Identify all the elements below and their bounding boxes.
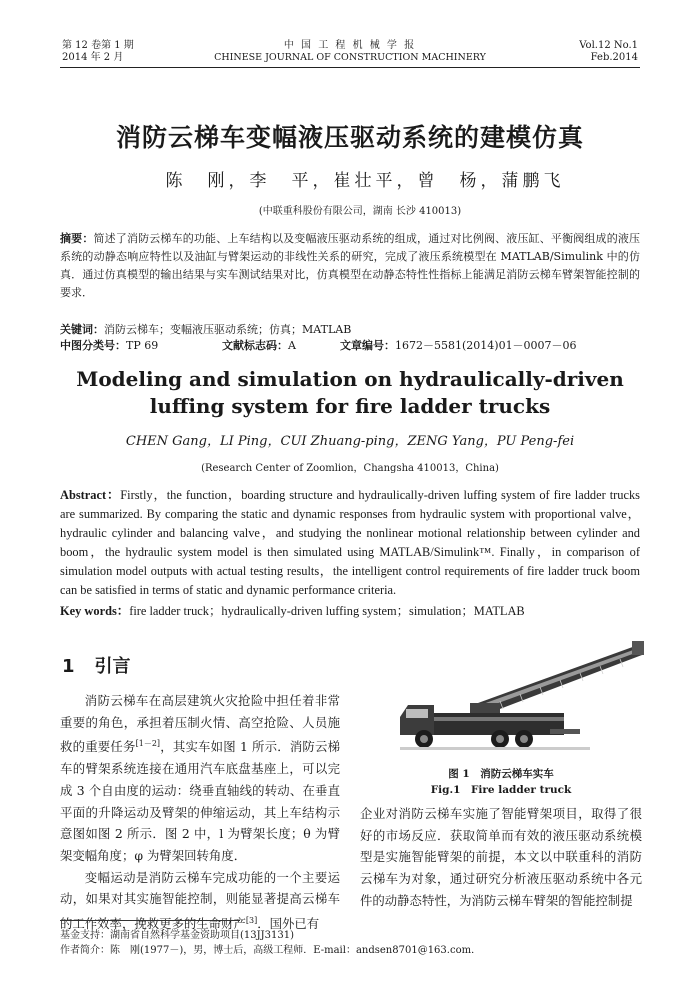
keywords-cn — [60, 322, 640, 338]
keywords-cn-text: 消防云梯车；变幅液压驱动系统；仿真；MATLAB — [104, 323, 352, 336]
paper-title-cn: 消防云梯车变幅液压驱动系统的建模仿真 — [115, 123, 584, 152]
funding-note: 基金支持：湖南省自然科学基金资助项目(13JJ3131) — [60, 930, 294, 941]
keywords-en-label: Key words： — [60, 604, 130, 618]
figure-fire-ladder-truck — [400, 633, 645, 753]
abstract-cn — [60, 230, 640, 302]
doc-code-value: A — [288, 339, 296, 352]
section-number: 1 — [62, 656, 75, 677]
fire-ladder-truck-illustration — [400, 633, 645, 753]
author-bio-note: 作者简介：陈 刚(1977－)，男，博士后，高级工程师．E-mail：andsen8701@163.com． — [60, 945, 482, 956]
issue-date-en: Feb.2014 — [590, 52, 638, 63]
journal-name-en: CHINESE JOURNAL OF CONSTRUCTION MACHINERY — [214, 52, 486, 63]
footnote — [60, 928, 640, 958]
body-paragraph — [60, 690, 340, 867]
article-number — [340, 338, 577, 354]
journal-name-cn: 中 国 工 程 机 械 学 报 — [283, 40, 417, 51]
abstract-cn-label: 摘要： — [60, 232, 94, 245]
abstract-en — [60, 486, 640, 600]
body-paragraph: 企业对消防云梯车实施了智能臂架项目，取得了很好的市场反应．获取简单而有效的液压驱动系统模型是实施智能臂架的前提，本文以中联重科的消防云梯车为对象，通过研究分析液压驱动系统中各元件的动静态特性，为消防云梯车臂架的智能控制提 — [360, 806, 642, 908]
paper-title-en-line1: Modeling and simulation on hydraulically-driven — [76, 367, 624, 391]
section-title: 引言 — [94, 656, 131, 677]
keywords-en — [60, 602, 640, 621]
keywords-en-text: fire ladder truck；hydraulically-driven luffing system；simulation；MATLAB — [129, 604, 525, 618]
clc-value: TP 69 — [126, 339, 159, 352]
affiliation-cn: (中联重科股份有限公司，湖南 长沙 410013) — [258, 206, 462, 217]
body-text: ，其实车如图 1 所示．消防云梯车的臂架系统连接在通用汽车底盘基座上，可以完成 3 个自由度的运动：绕垂直轴线的转动、在垂直平面的升降运动及臂架的伸缩运动，其上车结构示意图如图 2 所示．图 2 中，l 为臂架长度；θ 为臂架变幅角度；φ 为臂架回转角度． — [60, 739, 341, 864]
body-left-column — [60, 690, 340, 935]
figure-caption-en: Fig.1 Fire ladder truck — [430, 784, 572, 796]
authors-en: CHEN Gang，LI Ping，CUI Zhuang-ping，ZENG Yang，PU Peng-fei — [125, 434, 575, 449]
clc-label: 中图分类号： — [60, 339, 126, 352]
article-number-value: 1672－5581(2014)01－0007－06 — [395, 339, 577, 352]
issue-date-cn: 2014 年 2 月 — [62, 52, 124, 63]
body-text: 变幅运动是消防云梯车完成功能的一个主要运动，如果对其实施智能控制，则能显著提高云梯车的工作效率，挽救更多的生命财产 — [60, 869, 340, 932]
body-right-column — [360, 803, 642, 912]
article-number-label: 文章编号： — [340, 339, 395, 352]
paper-title-en — [0, 366, 700, 420]
volume-issue-en: Vol.12 No.1 — [579, 40, 638, 51]
body-text: ．国外已有 — [257, 916, 320, 932]
keywords-cn-label: 关键词： — [60, 323, 104, 336]
figure-caption — [360, 766, 642, 798]
journal-volume-info-en — [579, 40, 638, 64]
volume-issue: 第 12 卷第 1 期 — [62, 40, 134, 51]
citation-ref[interactable]: [3] — [245, 916, 258, 926]
header-divider — [60, 67, 640, 68]
body-paragraph — [60, 867, 340, 935]
paper-title-en-line2: luffing system for fire ladder trucks — [149, 394, 551, 418]
section-heading — [62, 652, 131, 678]
document-code — [222, 338, 296, 354]
affiliation-en: (Research Center of Zoomlion，Changsha 410013，China) — [201, 463, 499, 474]
abstract-en-text: Firstly，the function，boarding structure and hydraulically-driven luffing system of fire ladder trucks are summarized. By comparing the static and dynamic responses from hydraulic system with proportional valve，hydraulic cylinder and balancing valve，and studying the nonlinear motional relationship between cylinder and boom，the hydraulic system model is then simulated using MATLAB/Simulink™. Finally，in comparison of simulation model outputs with actual testing results，the intelligent control requirements of fire ladder truck boom can be satisfied in terms of static and dynamic performance criteria. — [60, 488, 640, 597]
authors-cn: 陈 刚，李 平，崔壮平，曾 杨，蒲鹏飞 — [165, 171, 565, 191]
abstract-cn-text: 简述了消防云梯车的功能、上车结构以及变幅液压驱动系统的组成，通过对比例阀、液压缸、平衡阀组成的液压系统的动静态响应特性以及油缸与臂架运动的非线性关系的研究，完成了液压系统模型在 MATLAB/Simulink 中的仿真．通过仿真模型的输出结果与实车测试结果对比，仿真模型在动静态特性性指标上能满足消防云梯车臂架智能控制的要求． — [60, 232, 641, 299]
body-text: 消防云梯车在高层建筑火灾抢险中担任着非常重要的角色，承担着压制火情、高空抢险、人员施救的重要任务 — [60, 693, 340, 755]
figure-caption-cn: 图 1 消防云梯车实车 — [448, 768, 554, 780]
doc-code-label: 文献标志码： — [222, 339, 288, 352]
footnote-divider — [60, 920, 240, 921]
clc-number — [60, 338, 158, 354]
citation-ref[interactable]: [1－2] — [135, 739, 161, 749]
abstract-en-label: Abstract： — [60, 488, 121, 502]
